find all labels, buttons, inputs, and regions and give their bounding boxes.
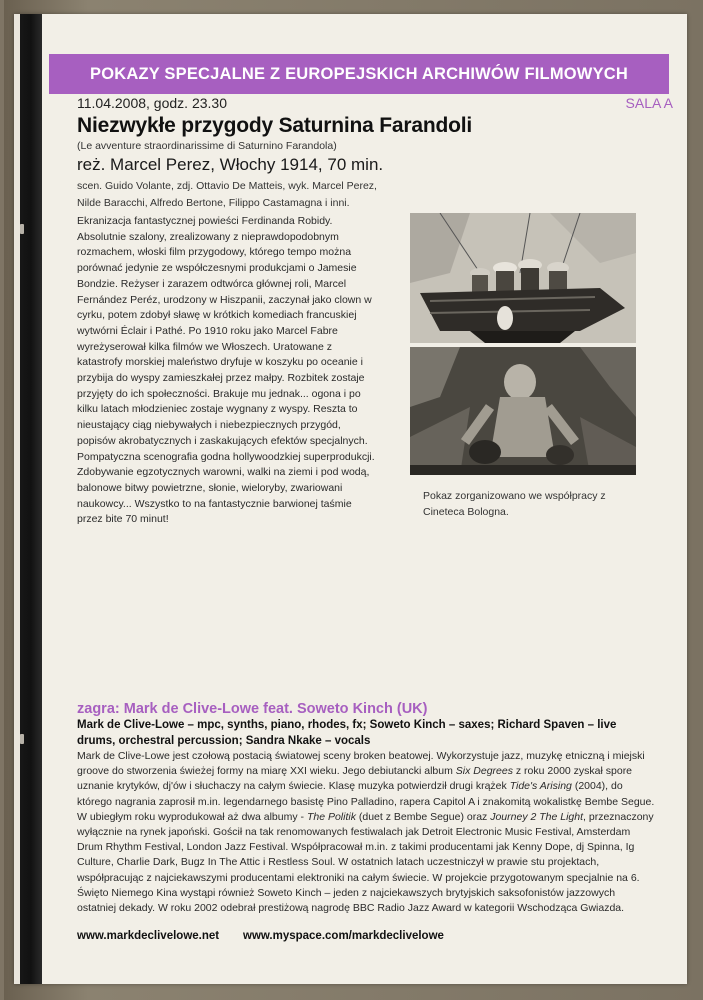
album-the-politik: The Politik: [306, 810, 356, 823]
album-tides-arising: Tide's Arising: [509, 780, 572, 793]
balloon-gondola-illustration: [410, 213, 636, 343]
film-original-title: (Le avventure straordinarissime di Saturnino Farandola): [77, 140, 337, 152]
banner-text: POKAZY SPECJALNE Z EUROPEJSKICH ARCHIWÓW FILMOWYCH: [89, 64, 629, 83]
music-heading: zagra: Mark de Clive-Lowe feat. Soweto Kinch (UK): [77, 701, 428, 717]
screening-date: 11.04.2008, godz. 23.30: [77, 95, 227, 111]
screening-hall: SALA A: [625, 95, 673, 111]
film-description: Ekranizacja fantastycznej powieści Ferdinanda Robidy. Absolutnie szalony, zrealizowany z nieprawdopodobnym rozmachem, włoski film przygodowy, którego tempo można porównać jedynie ze współczesnymi produkcjami o Jamesie Bondzie. Reżyser i zarazem odtwórca głównej roli, Marcel Fernández Peréz, urodzony w Hiszpanii, zaczynał jako clown w cyrku, potem zdobył sławę w krótkich komediach francuskiej wytwórni Éclair i Pathé. Po 1910 roku jako Marcel Fabre wyreżyserował kilka filmów we Włoszech. Uratowane z katastrofy morskiej maleństwo dryfuje w koszyku po oceanie i przybija do wyspy zamieszkałej przez małpy. Rozbitek zostaje przyjęty do ich społeczności. Brakuje mu jednak... ogona i po kilku latach młodzieniec zostaje wygnany z wyspy. Reszta to nieustający ciąg niebywałych i niebezpiecznych przygód, popisów akrobatycznych i zaskakujących efektów specjalnych. Pompatyczna scenografia godna hollywoodzkiej superprodukcji. Zdobywanie egzotycznych warowni, walki na ziemi i pod wodą, balonowe bitwy powietrzne, słonie, wieloryby, zwariowani naukowcy... Wszystko to na fantastycznie barwionej taśmie przez bite 70 minut!: [77, 215, 375, 526]
staple-bottom: [20, 734, 24, 744]
myspace-link[interactable]: www.myspace.com/markdeclivelowe: [243, 930, 444, 942]
music-lineup: Mark de Clive-Lowe – mpc, synths, piano, rhodes, fx; Soweto Kinch – saxes; Richard Spaven – live drums, orchestral percussion; Sandra Nkake – vocals: [77, 719, 617, 747]
music-desc-part-1: Mark de Clive-Lowe jest czołową postacią światowej sceny broken beatowej. Wykorzystuje jazz, muzykę etniczną i miejski groove do stworzenia świeżej formy na miarę XXI wieku. Jego debiutancki album: [77, 750, 645, 778]
album-journey-2-the-light: Journey 2 The Light: [490, 810, 584, 823]
music-desc-part-2: z roku 2000 zyskał spore uznanie krytyków, dj'ów i słuchaczy na całym świecie. Klasę muzyka potwierdził drugi krążek: [77, 765, 633, 793]
photo-caption: Pokaz zorganizowano we współpracy z Cineteca Bologna.: [423, 490, 606, 518]
staple-top: [20, 224, 24, 234]
film-still-balloon: [410, 213, 636, 343]
film-credits: scen. Guido Volante, zdj. Ottavio De Matteis, wyk. Marcel Perez, Nilde Baracchi, Alfredo Bertone, Filippo Castamagna i inni.: [77, 180, 377, 209]
music-desc-part-4: (duet z Bembe Segue) oraz: [355, 810, 491, 823]
section-banner: [49, 54, 669, 94]
album-six-degrees: Six Degrees: [455, 765, 513, 778]
music-desc-part-3: (2004), do którego nagrania zaprosił m.in. legendarnego basistę Pino Palladino, rapera Capitol A i znakomitą wokalistkę Bembe Segue. W ubiegłym roku wyprodukował aż dwa albumy -: [77, 780, 655, 823]
music-desc-part-5: , przeznaczony wyłącznie na rynek japoński. Gościł na tak renomowanych festiwalach jak Detroit Electronic Music Festival, Amsterdam Drum Rhythm Festival, London Jazz Festival. Współpracował m.in. z takimi producentami jak Kenny Dope, dj Spinna, Ig Culture, Charlie Dark, Bugz In The Attic i Restless Soul. W ostatnich latach uczestniczył w prawie stu projektach, współpracując z najciekawszymi producentami elektroniki na całym świecie. W projekcie przygotowanym specjalnie na 6. Święto Niemego Kina wystąpi również Soweto Kinch – jeden z najciekawszych brytyjskich saksofonistów jazzowych ostatniej dekady. W roku 2002 odebrał prestiżową nagrodę BBC Radio Jazz Award w kategorii Wschodząca Gwiazda.: [77, 810, 654, 915]
website-link[interactable]: www.markdeclivelowe.net: [77, 930, 220, 942]
page-edge: [14, 14, 20, 984]
film-still-jungle: [410, 347, 636, 475]
film-title: Niezwykłe przygody Saturnina Farandoli: [77, 114, 472, 137]
jungle-scene-illustration: [410, 347, 636, 475]
film-director-line: reż. Marcel Perez, Włochy 1914, 70 min.: [77, 155, 384, 174]
music-description: [77, 749, 657, 916]
